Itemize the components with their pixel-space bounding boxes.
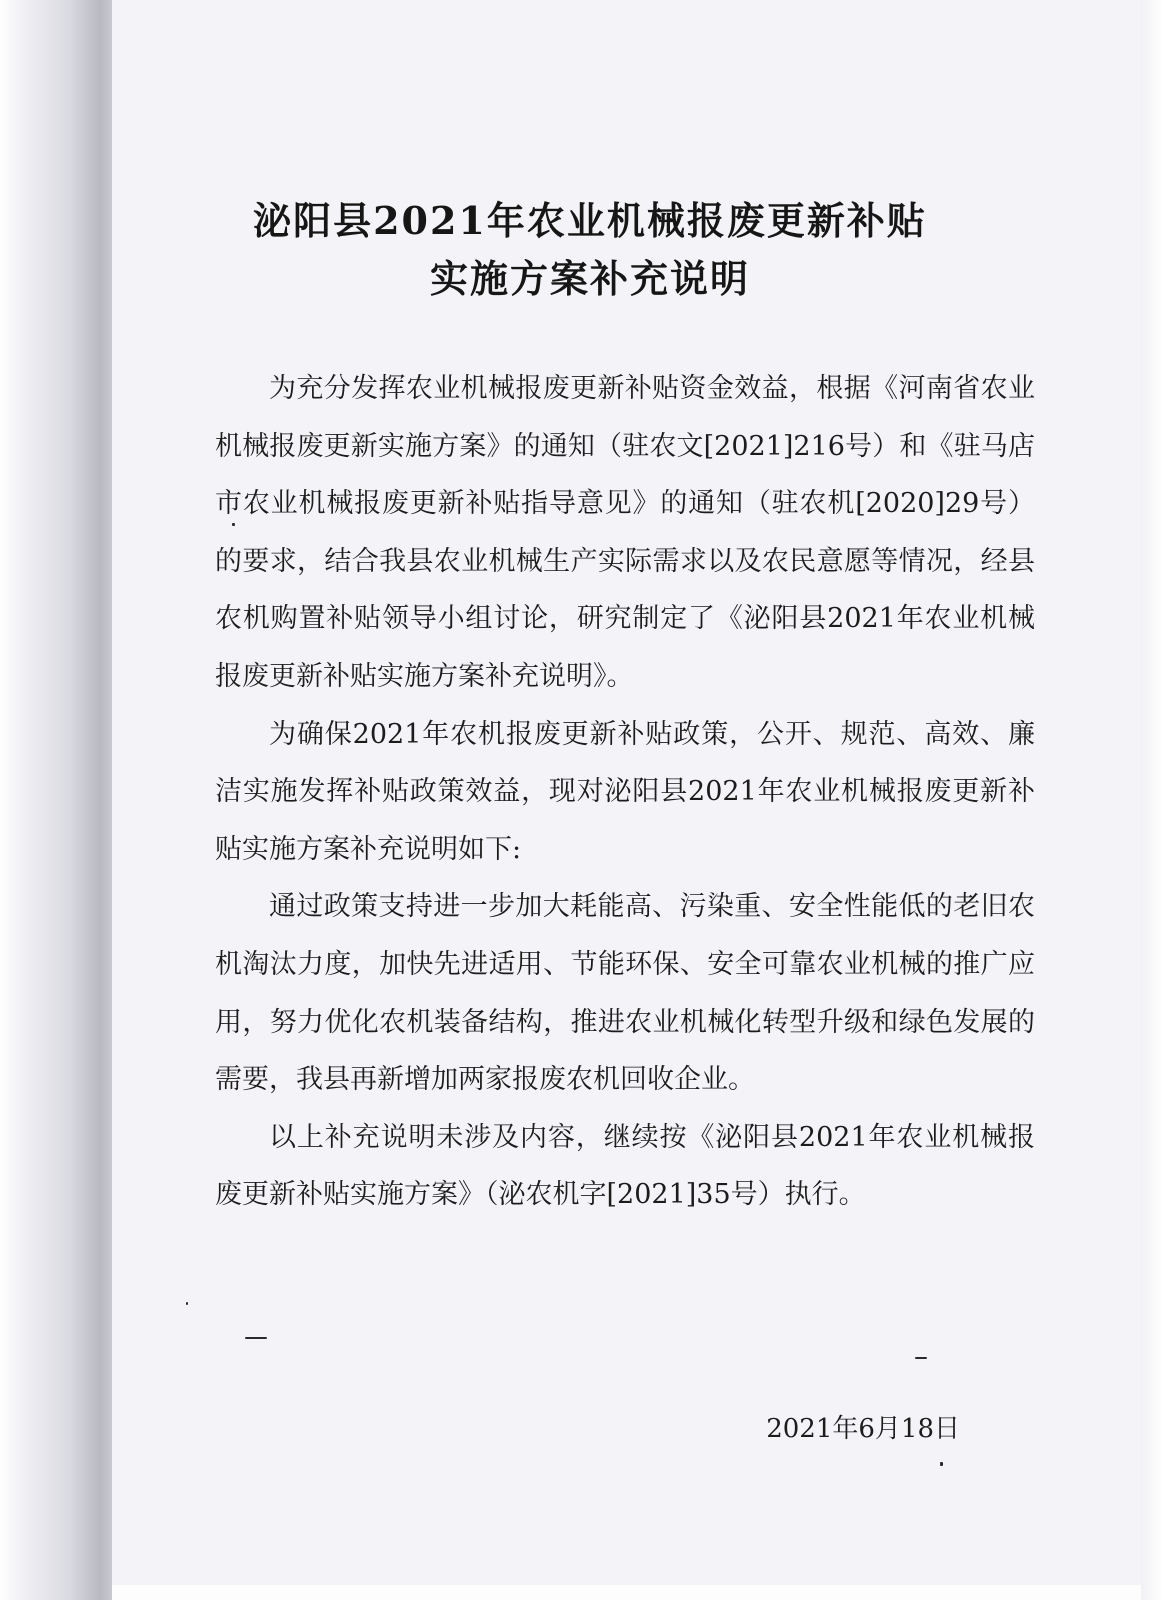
paragraph-measures: 通过政策支持进一步加大耗能高、污染重、安全性能低的老旧农机淘汰力度，加快先进适用、节能环保、安全可靠农业机械的推广应用，努力优化农机装备结构，推进农业机械化转型升级和绿色发展的需要，我县再新增加两家报废农机回收企业。 (215, 891, 1035, 1096)
paragraph-purpose: 为确保2021年农机报废更新补贴政策，公开、规范、高效、廉洁实施发挥补贴政策效益，现对泌阳县2021年农业机械报废更新补贴实施方案补充说明如下: (215, 718, 1035, 865)
document-title-line-1: 泌阳县2021年农业机械报废更新补贴 (253, 198, 927, 243)
document-date: 2021年6月18日 (766, 1414, 960, 1444)
binding-shadow (0, 0, 112, 1600)
paragraph-basis: 为充分发挥农业机械报废更新补贴资金效益，根据《河南省农业机械报废更新实施方案》的通知（驻农文[2021]216号）和《驻马店市农业机械报废更新补贴指导意见》的通知（驻农机[2020]29号）的要求，结合我县农业机械生产实际需求以及农民意愿等情况，经县农机购置补贴领导小组讨论，研究制定了《泌阳县2021年农业机械报废更新补贴实施方案补充说明》。 (215, 373, 1035, 692)
scan-speck (232, 523, 235, 526)
scan-speck (940, 1462, 943, 1466)
page-edge (1141, 0, 1163, 1600)
document-title-line-2: 实施方案补充说明 (429, 256, 750, 301)
scan-speck (245, 1337, 267, 1339)
scan-speck (186, 1302, 188, 1305)
document-body (215, 360, 1035, 1224)
paragraph-closing: 以上补充说明未涉及内容，继续按《泌阳县2021年农业机械报废更新补贴实施方案》（泌农机字[2021]35号）执行。 (215, 1121, 1035, 1211)
scan-speck (915, 1357, 927, 1359)
